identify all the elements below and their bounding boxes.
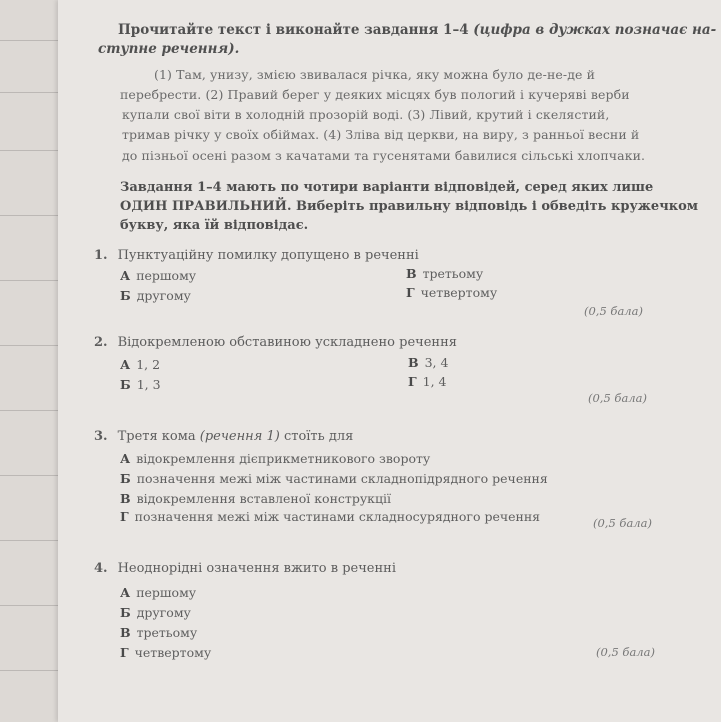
ruled-line	[0, 150, 62, 151]
instruction-line: Завдання 1–4 мають по чотири варіанти відповідей, серед яких лише	[120, 180, 654, 195]
option-v[interactable]	[120, 491, 391, 506]
points-label: (0,5 бала)	[588, 391, 647, 405]
option-letter: Г	[120, 645, 129, 660]
option-text: четвертому	[420, 285, 498, 300]
question-text-after: стоїть для	[283, 429, 354, 444]
question-text-italic: (речення 1)	[199, 429, 280, 444]
option-letter: А	[120, 585, 131, 600]
ruled-line	[0, 670, 62, 671]
ruled-line	[0, 280, 62, 281]
test-sheet	[58, 0, 721, 722]
option-letter: Б	[120, 288, 131, 303]
ruled-line	[0, 540, 62, 541]
option-letter: Г	[406, 285, 415, 300]
option-a[interactable]	[120, 357, 160, 372]
ruled-line	[0, 215, 62, 216]
text-line: купали свої віти в холодній прозорій воді. (3) Лівий, крутий і скелястий,	[122, 107, 610, 122]
option-text: четвертому	[134, 645, 212, 660]
points-label: (0,5 бала)	[596, 645, 655, 659]
points-label: (0,5 бала)	[584, 304, 643, 318]
option-h[interactable]	[408, 374, 447, 389]
question-1	[94, 248, 419, 263]
option-text: 3, 4	[424, 355, 449, 370]
option-text: першому	[136, 268, 197, 283]
option-text: відокремлення дієприкметникового звороту	[136, 451, 431, 466]
question-text-before: Третя кома	[117, 429, 196, 444]
option-text: відокремлення вставленої конструкції	[136, 491, 392, 506]
option-letter: А	[120, 357, 131, 372]
option-letter: Б	[120, 471, 131, 486]
option-b[interactable]	[120, 605, 191, 620]
text-line: до пізньої осені разом з качатами та гусенятами бавилися сільські хлопчаки.	[122, 148, 646, 163]
option-text: другому	[136, 288, 191, 303]
option-v[interactable]	[406, 266, 483, 281]
header-line-2: ступне речення).	[98, 41, 240, 57]
option-h[interactable]	[120, 509, 540, 524]
option-letter: Б	[120, 377, 131, 392]
question-number: 1.	[94, 248, 108, 263]
option-letter: В	[120, 491, 131, 506]
question-4	[94, 561, 396, 576]
option-letter: Б	[120, 605, 131, 620]
ruled-line	[0, 345, 62, 346]
option-b[interactable]	[120, 377, 161, 392]
question-number: 4.	[94, 561, 108, 576]
option-text: третьому	[136, 625, 198, 640]
option-text: позначення межі між частинами складносурядного речення	[134, 509, 541, 524]
option-a[interactable]	[120, 451, 430, 466]
header-line-1	[118, 22, 716, 38]
option-letter: В	[406, 266, 417, 281]
ruled-line	[0, 475, 62, 476]
option-text: 1, 2	[136, 357, 161, 372]
option-text: першому	[136, 585, 197, 600]
ruled-line	[0, 605, 62, 606]
instruction-line: букву, яка їй відповідає.	[120, 218, 309, 233]
option-h[interactable]	[120, 645, 211, 660]
option-letter: А	[120, 268, 131, 283]
question-number: 2.	[94, 335, 108, 350]
text-line: перебрести. (2) Правий берег у деяких місцях був пологий і кучеряві верби	[120, 87, 630, 102]
question-number: 3.	[94, 429, 108, 444]
question-3	[94, 429, 353, 444]
option-text: 1, 4	[422, 374, 447, 389]
ruled-line	[0, 40, 62, 41]
header-bold: Прочитайте текст і виконайте завдання 1–4	[118, 22, 469, 38]
option-letter: А	[120, 451, 131, 466]
option-h[interactable]	[406, 285, 497, 300]
option-letter: В	[120, 625, 131, 640]
underlying-page	[0, 0, 62, 722]
option-v[interactable]	[408, 355, 448, 370]
option-text: 1, 3	[136, 377, 161, 392]
option-text: другому	[136, 605, 191, 620]
instruction-line: ОДИН ПРАВИЛЬНИЙ. Виберіть правильну відповідь і обведіть кружечком	[120, 199, 699, 214]
text-line: (1) Там, унизу, змією звивалася річка, яку можна було де-не-де й	[154, 67, 595, 82]
option-b[interactable]	[120, 471, 548, 486]
ruled-line	[0, 92, 62, 93]
option-b[interactable]	[120, 288, 191, 303]
option-letter: В	[408, 355, 419, 370]
option-a[interactable]	[120, 268, 196, 283]
text-line: тримав річку у своїх обіймах. (4) Зліва від церкви, на виру, з ранньої весни й	[122, 127, 640, 142]
option-v[interactable]	[120, 625, 197, 640]
question-text: Відокремленою обставиною ускладнено речення	[117, 335, 457, 350]
option-letter: Г	[120, 509, 129, 524]
option-letter: Г	[408, 374, 417, 389]
question-text: Неоднорідні означення вжито в реченні	[117, 561, 396, 576]
question-text: Пунктуаційну помилку допущено в реченні	[117, 248, 419, 263]
option-text: третьому	[422, 266, 484, 281]
header-italic: (цифра в дужках позначає на-	[473, 22, 717, 38]
ruled-line	[0, 410, 62, 411]
option-a[interactable]	[120, 585, 196, 600]
points-label: (0,5 бала)	[593, 516, 652, 530]
option-text: позначення межі між частинами складнопідрядного речення	[136, 471, 548, 486]
question-2	[94, 335, 457, 350]
